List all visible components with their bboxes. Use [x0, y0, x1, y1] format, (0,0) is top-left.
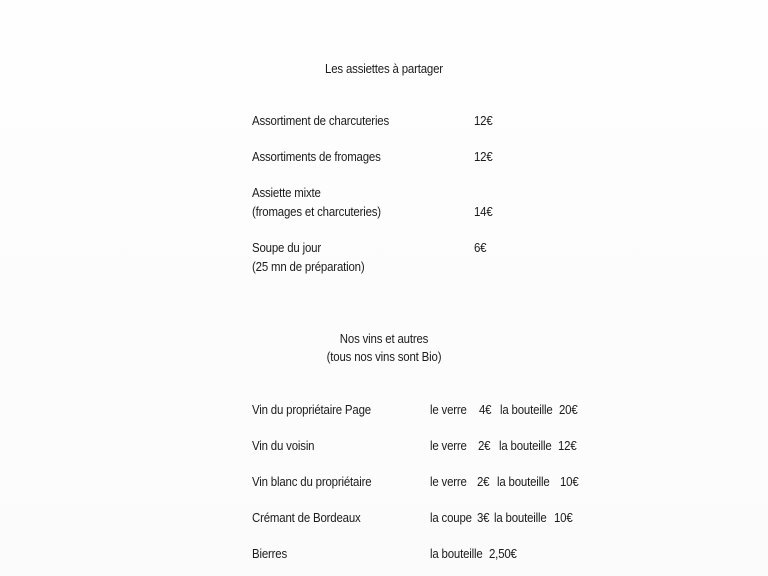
item-note: (25 mn de préparation): [252, 259, 365, 274]
item-name: Assiette mixte: [252, 185, 321, 200]
item-price: 12€: [474, 149, 493, 164]
glass-label: la coupe: [430, 510, 472, 525]
glass-price: 4€: [479, 402, 492, 417]
bottle-label: la bouteille: [497, 474, 550, 489]
glass-price: 3€: [477, 510, 490, 525]
wine-name: Bierres: [252, 546, 288, 561]
bottle-label: la bouteille: [430, 546, 483, 561]
glass-price: 2€: [478, 438, 491, 453]
bottle-label: la bouteille: [499, 438, 552, 453]
item-price: 12€: [474, 113, 493, 128]
item-note: (fromages et charcuteries): [252, 204, 381, 219]
wines-section-subtitle: (tous nos vins sont Bio): [326, 349, 442, 364]
wine-name: Vin du voisin: [252, 438, 315, 453]
bottle-price: 10€: [554, 510, 573, 525]
item-name: Assortiment de charcuteries: [252, 113, 390, 128]
glass-price: 2€: [477, 474, 490, 489]
wine-name: Vin du propriétaire Page: [252, 402, 371, 417]
item-name: Soupe du jour: [252, 240, 321, 255]
wine-name: Vin blanc du propriétaire: [252, 474, 372, 489]
item-name: Assortiments de fromages: [252, 149, 381, 164]
bottle-label: la bouteille: [500, 402, 553, 417]
bottle-price: 2,50€: [489, 546, 517, 561]
bottle-label: la bouteille: [494, 510, 547, 525]
wine-name: Crémant de Bordeaux: [252, 510, 361, 525]
item-price: 14€: [474, 204, 493, 219]
bottle-price: 10€: [560, 474, 579, 489]
bottle-price: 20€: [559, 402, 578, 417]
wines-section-title: Nos vins et autres: [339, 331, 429, 346]
plates-section-title: Les assiettes à partager: [325, 61, 443, 76]
item-price: 6€: [474, 240, 487, 255]
glass-label: le verre: [430, 474, 467, 489]
glass-label: le verre: [430, 402, 467, 417]
glass-label: le verre: [430, 438, 467, 453]
bottle-price: 12€: [558, 438, 577, 453]
